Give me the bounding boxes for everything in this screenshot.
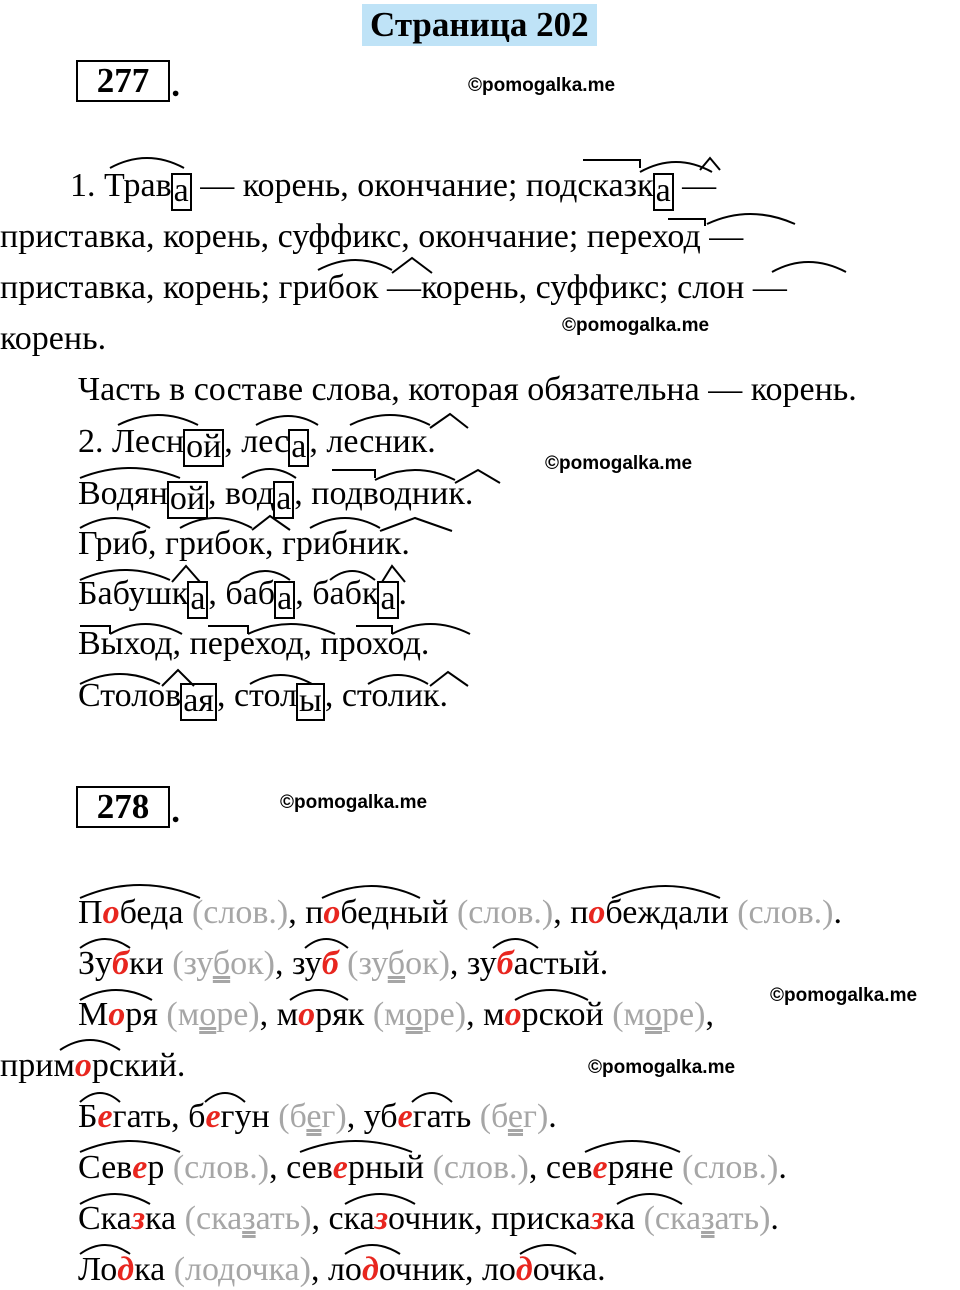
text-fragment: , стол — [216, 677, 297, 714]
text-fragment: , зу — [274, 945, 322, 982]
task277-paragraph-5: Часть в составе слова, которая обязательна — корень. — [78, 371, 857, 408]
text-fragment: , п — [553, 894, 589, 931]
watermark: ©pomogalka.me — [280, 792, 428, 813]
text-fragment: П — [78, 894, 103, 931]
text-fragment: (слов.) — [424, 1149, 529, 1186]
text-fragment: о — [108, 996, 126, 1033]
task278-row-2 — [78, 944, 608, 984]
text-fragment: а — [187, 581, 208, 619]
task277-line-5: Выход, переход, проход. — [78, 625, 430, 662]
text-fragment: , м — [466, 996, 505, 1033]
text-fragment: , зу — [449, 945, 497, 982]
text-fragment: о — [588, 894, 606, 931]
text-fragment: (слов.) — [448, 894, 554, 931]
text-fragment: г) — [523, 1098, 549, 1135]
text-fragment: б — [112, 945, 130, 982]
text-fragment: Ло — [78, 1251, 118, 1288]
task277-paragraph-1 — [70, 166, 716, 211]
task277-line-4 — [78, 574, 407, 619]
task277-paragraph-4: корень. — [0, 320, 107, 357]
text-fragment — [339, 945, 348, 982]
task278-row-7 — [78, 1199, 779, 1239]
text-fragment: гать, б — [112, 1098, 206, 1135]
text-fragment: о — [323, 894, 341, 931]
text-fragment: а — [288, 429, 309, 467]
task278-row-6 — [78, 1148, 787, 1188]
text-fragment: о — [405, 996, 423, 1033]
text-fragment: б — [212, 945, 231, 982]
text-fragment: очка) — [235, 1251, 311, 1288]
text-fragment: а — [653, 173, 674, 211]
text-fragment: ать) — [714, 1200, 771, 1237]
text-fragment: ать) — [255, 1200, 312, 1237]
text-fragment: Ска — [78, 1200, 132, 1237]
text-fragment: о — [645, 996, 663, 1033]
text-fragment: (слов.) — [183, 894, 289, 931]
text-fragment: ре) — [422, 996, 467, 1033]
text-fragment: (б — [471, 1098, 508, 1135]
text-fragment: , сев — [528, 1149, 593, 1186]
text-fragment: очник, ло — [378, 1251, 516, 1288]
task277-line-3: Гриб, грибок, грибник. — [78, 525, 410, 562]
task-number-label: 277 — [96, 61, 150, 100]
text-fragment: ки — [129, 945, 164, 982]
text-fragment: , уб — [346, 1098, 398, 1135]
text-fragment: ок) — [405, 945, 450, 982]
text-fragment: (слов.) — [673, 1149, 779, 1186]
text-fragment: (ска — [176, 1200, 243, 1237]
text-fragment: . — [833, 894, 842, 931]
watermark: ©pomogalka.me — [588, 1057, 736, 1078]
text-fragment: рный — [347, 1149, 425, 1186]
task-number-label: 278 — [96, 787, 150, 826]
text-fragment: о — [298, 996, 316, 1033]
text-fragment: а — [274, 581, 295, 619]
page-title: Страница 202 — [362, 4, 597, 46]
text-fragment: М — [78, 996, 109, 1033]
text-fragment: беда — [119, 894, 184, 931]
text-fragment: (слов.) — [728, 894, 834, 931]
text-fragment: е — [592, 1149, 608, 1186]
task277-line-2 — [78, 474, 473, 519]
text-fragment: е — [205, 1098, 221, 1135]
text-fragment: Столов — [78, 677, 182, 714]
text-fragment: . — [398, 575, 408, 612]
text-fragment: б — [321, 945, 339, 982]
text-fragment: (ска — [635, 1200, 702, 1237]
text-fragment: (ло — [165, 1251, 219, 1288]
text-fragment: з — [701, 1200, 715, 1237]
text-fragment: е — [332, 1149, 348, 1186]
text-fragment: е — [132, 1149, 148, 1186]
text-fragment: з — [374, 1200, 388, 1237]
text-fragment: (м — [603, 996, 646, 1033]
text-fragment: очник, приска — [387, 1200, 591, 1237]
text-fragment: , лес — [224, 423, 290, 460]
task277-line-6 — [78, 676, 448, 721]
task277-line-1 — [78, 422, 436, 467]
text-fragment: . — [778, 1149, 787, 1186]
text-fragment: г) — [321, 1098, 347, 1135]
task278-row-5 — [78, 1097, 557, 1137]
text-fragment: б — [496, 945, 514, 982]
text-fragment: (зу — [163, 945, 213, 982]
text-fragment: , бабк — [295, 575, 379, 612]
text-fragment: рский. — [91, 1047, 186, 1084]
text-fragment: Б — [78, 1098, 98, 1135]
watermark: ©pomogalka.me — [468, 75, 616, 96]
task278-row-1 — [78, 893, 842, 933]
text-fragment: , вод — [208, 475, 275, 512]
text-fragment: , лесник. — [309, 423, 436, 460]
text-fragment: ряне — [607, 1149, 674, 1186]
text-fragment: б — [387, 945, 406, 982]
text-fragment: гун — [220, 1098, 270, 1135]
text-fragment: , ло — [310, 1251, 362, 1288]
text-fragment: (зу — [347, 945, 388, 982]
text-fragment: ой — [183, 429, 224, 467]
text-fragment: — корень, окончание; подсказк — [191, 167, 654, 204]
text-fragment: гать — [412, 1098, 472, 1135]
task-number-277: 277 . — [76, 60, 170, 102]
text-fragment: (м — [364, 996, 406, 1033]
text-fragment: астый. — [513, 945, 609, 982]
text-fragment: ре) — [216, 996, 260, 1033]
watermark: ©pomogalka.me — [770, 985, 918, 1006]
task278-row-3 — [78, 995, 714, 1035]
task277-paragraph-3: приставка, корень; грибок —корень, суффикс; слон — — [0, 269, 787, 306]
text-fragment: д — [218, 1251, 236, 1288]
text-fragment: , сев — [269, 1149, 333, 1186]
task277-paragraph-2: приставка, корень, суффикс, окончание; переход — — [0, 218, 744, 255]
text-fragment: . — [770, 1200, 779, 1237]
text-fragment: а — [273, 481, 294, 519]
text-fragment: ряк — [315, 996, 365, 1033]
text-fragment: рской — [521, 996, 604, 1033]
text-fragment: бедный — [340, 894, 449, 931]
text-fragment: беждали — [605, 894, 729, 931]
text-fragment: о — [199, 996, 217, 1033]
text-fragment: (м — [157, 996, 200, 1033]
text-fragment: а — [171, 173, 192, 211]
text-fragment: . — [548, 1098, 557, 1135]
text-fragment: ой — [167, 481, 208, 519]
text-fragment: Сев — [78, 1149, 133, 1186]
text-fragment: а — [377, 581, 398, 619]
watermark: ©pomogalka.me — [545, 453, 693, 474]
text-fragment: е — [397, 1098, 413, 1135]
text-fragment: , — [705, 996, 714, 1033]
text-fragment: — — [673, 167, 717, 204]
text-fragment: ре) — [662, 996, 706, 1033]
text-fragment: Бабушк — [78, 575, 189, 612]
task278-row-8 — [78, 1250, 606, 1290]
text-fragment: з — [131, 1200, 146, 1237]
text-fragment: ря — [125, 996, 158, 1033]
text-fragment: о — [504, 996, 522, 1033]
text-fragment: (б — [269, 1098, 307, 1135]
text-fragment: ая — [180, 683, 217, 721]
text-fragment: д — [515, 1251, 533, 1288]
text-fragment: (слов.) — [164, 1149, 270, 1186]
text-fragment: Водян — [78, 475, 168, 512]
text-fragment: е — [97, 1098, 113, 1135]
text-fragment: ок) — [230, 945, 275, 982]
text-fragment: прим — [0, 1047, 75, 1084]
text-fragment: е — [507, 1098, 524, 1135]
text-fragment: очка. — [532, 1251, 606, 1288]
text-fragment: , ска — [311, 1200, 375, 1237]
text-fragment: , п — [288, 894, 324, 931]
text-fragment: , м — [259, 996, 299, 1033]
text-fragment: з — [242, 1200, 256, 1237]
text-fragment: з — [590, 1200, 604, 1237]
text-fragment: ка — [145, 1200, 177, 1237]
text-fragment: ка — [134, 1251, 166, 1288]
text-fragment: е — [306, 1098, 322, 1135]
text-fragment: Зу — [78, 945, 113, 982]
text-fragment: , столик. — [324, 677, 449, 714]
text-fragment: о — [74, 1047, 92, 1084]
watermark: ©pomogalka.me — [562, 315, 710, 336]
text-fragment: 1. Трав — [70, 167, 172, 204]
text-fragment: ы — [296, 683, 325, 721]
text-fragment: д — [117, 1251, 135, 1288]
task278-row-4 — [0, 1046, 185, 1086]
text-fragment: , баб — [208, 575, 276, 612]
text-fragment: д — [361, 1251, 379, 1288]
text-fragment: р — [147, 1149, 165, 1186]
text-fragment: 2. Лесн — [78, 423, 185, 460]
text-fragment: о — [102, 894, 120, 931]
text-fragment: ка — [603, 1200, 636, 1237]
task-number-278: 278 . — [76, 786, 170, 828]
text-fragment: , подводник. — [294, 475, 474, 512]
